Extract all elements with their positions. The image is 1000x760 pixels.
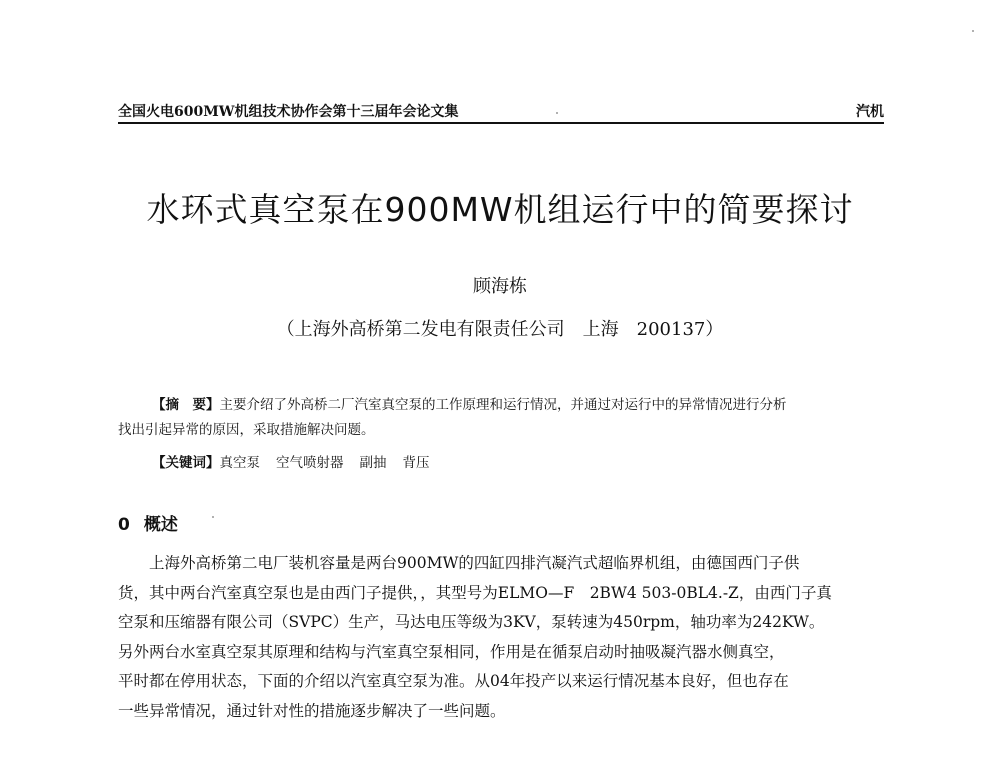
scan-speck — [972, 30, 974, 32]
scan-speck — [556, 112, 558, 114]
keyword: 空气喷射器 — [276, 455, 344, 471]
keyword: 副抽 — [359, 455, 387, 471]
keyword: 背压 — [402, 455, 430, 471]
section-category: 汽机 — [856, 104, 884, 120]
section-heading — [118, 510, 178, 535]
paper-title: 水环式真空泵在900MW机组运行中的简要探讨 — [146, 190, 854, 229]
abstract-text-2: 找出引起异常的原因，采取措施解决问题。 — [118, 422, 375, 438]
keywords — [152, 451, 446, 471]
author-affiliation: （上海外高桥第二发电有限责任公司 上海 200137） — [276, 319, 724, 340]
body-line: 另外两台水室真空泵其原理和结构与汽室真空泵相同，作用是在循泵启动时抽吸凝汽器水侧真空， — [118, 642, 785, 661]
abstract-label: 【摘 要】 — [152, 397, 220, 413]
keyword: 真空泵 — [219, 455, 260, 471]
body-line: 上海外高桥第二电厂装机容量是两台900MW的四缸四排汽凝汽式超临界机组，由德国西门子供 — [149, 554, 800, 572]
author-name: 顾海栋 — [473, 276, 527, 297]
abstract-line-1 — [118, 393, 884, 418]
body-paragraph — [118, 549, 884, 726]
abstract — [118, 393, 884, 443]
section-number: 0 — [118, 515, 130, 535]
body-line: 平时都在停用状态，下面的介绍以汽室真空泵为准。从04年投产以来运行情况基本良好，但也存在 — [118, 672, 789, 690]
section-title: 概述 — [143, 515, 178, 535]
body-line: 货，其中两台汽室真空泵也是由西门子提供，，其型号为ELMO—F 2BW4 503-0BL4.-Z，由西门子真 — [118, 583, 832, 602]
proceedings-title: 全国火电600MW机组技术协作会第十三届年会论文集 — [118, 104, 459, 120]
keywords-label: 【关键词】 — [152, 455, 220, 471]
body-line: 空泵和压缩器有限公司（SVPC）生产，马达电压等级为3KV，泵转速为450rpm，轴功率为242KW。 — [118, 613, 825, 631]
running-header — [118, 100, 884, 124]
scan-speck — [212, 516, 214, 518]
body-line: 一些异常情况，通过针对性的措施逐步解决了一些问题。 — [118, 701, 506, 720]
abstract-text-1: 主要介绍了外高桥二厂汽室真空泵的工作原理和运行情况，并通过对运行中的异常情况进行分析 — [219, 397, 787, 413]
